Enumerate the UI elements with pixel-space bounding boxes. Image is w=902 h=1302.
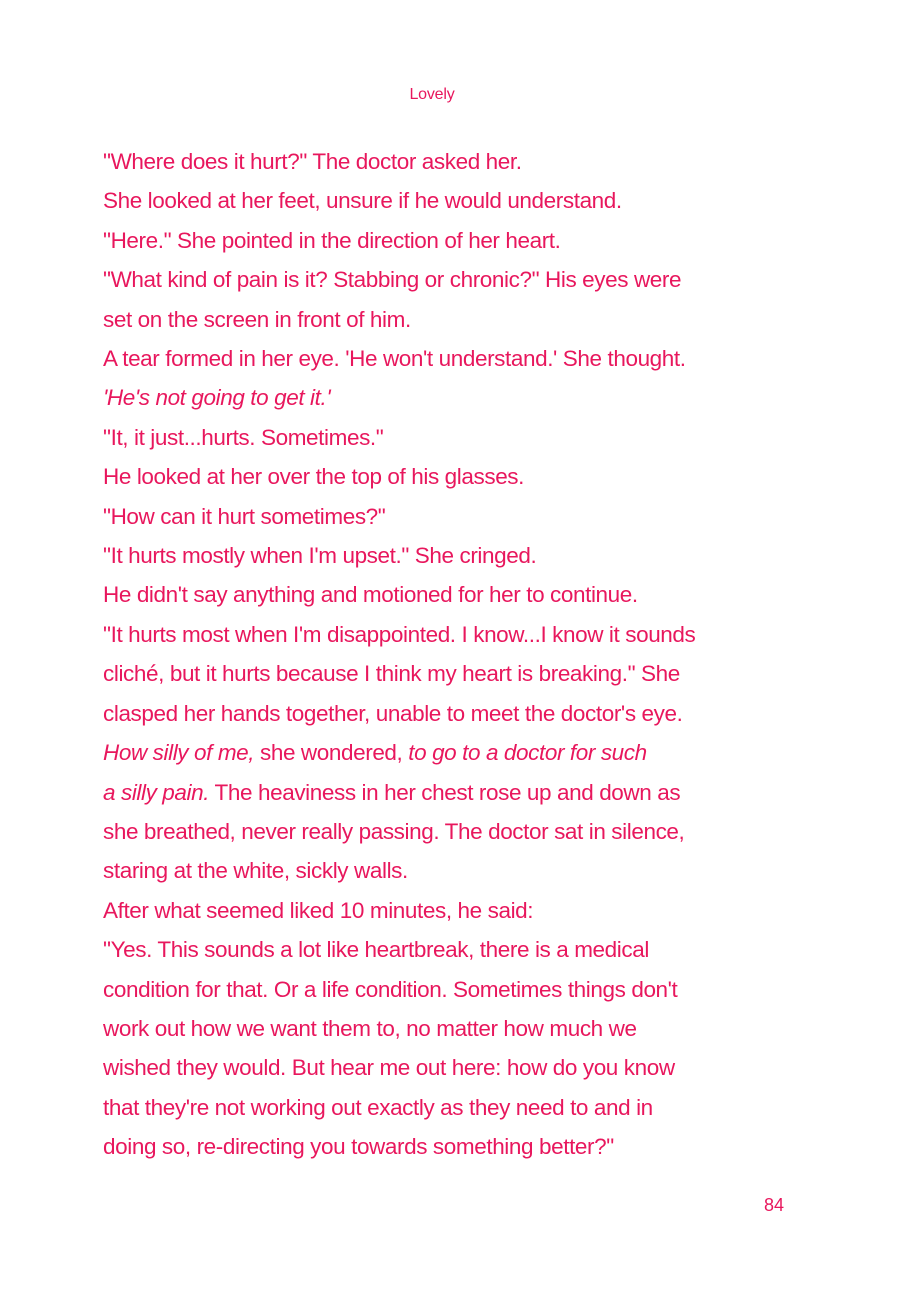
italic-text-segment: 'He's not going to get it.' <box>103 385 331 411</box>
text-segment: staring at the white, sickly walls. <box>103 858 408 884</box>
text-segment: she wondered, <box>254 740 409 766</box>
text-line <box>103 575 783 614</box>
text-line <box>103 891 783 930</box>
text-line <box>103 300 783 339</box>
text-segment: work out how we want them to, no matter how much we <box>103 1015 637 1041</box>
text-line <box>103 457 783 496</box>
text-line <box>103 654 783 693</box>
text-line <box>103 497 783 536</box>
text-segment: "How can it hurt sometimes?" <box>103 503 386 529</box>
text-line <box>103 773 783 812</box>
text-segment: "Where does it hurt?" The doctor asked her. <box>103 149 522 174</box>
text-line <box>103 339 783 378</box>
text-line <box>103 694 783 733</box>
page-number: 84 <box>763 1195 784 1215</box>
text-line <box>103 733 783 772</box>
italic-text-segment: to go to a doctor for such <box>408 740 647 766</box>
text-segment: He didn't say anything and motioned for her to continue. <box>103 582 638 608</box>
body-text <box>103 142 783 1167</box>
text-segment: condition for that. Or a life condition. Sometimes things don't <box>103 976 678 1002</box>
text-line <box>103 142 783 181</box>
text-line <box>103 615 783 654</box>
text-segment: A tear formed in her eye. 'He won't understand.' She thought. <box>103 346 686 372</box>
text-segment: "Here." She pointed in the direction of her heart. <box>103 227 561 253</box>
text-segment: wished they would. But hear me out here: how do you know <box>103 1055 675 1081</box>
text-line <box>103 378 783 417</box>
text-line <box>103 1127 783 1166</box>
text-segment: "What kind of pain is it? Stabbing or chronic?" His eyes were <box>103 267 682 293</box>
text-segment: "It, it just...hurts. Sometimes." <box>103 424 384 450</box>
text-line <box>103 260 783 299</box>
text-line <box>103 930 783 969</box>
text-segment: she breathed, never really passing. The doctor sat in silence, <box>103 818 685 844</box>
text-segment: "It hurts mostly when I'm upset." She cringed. <box>103 543 537 569</box>
text-line <box>103 181 783 220</box>
text-line <box>103 851 783 890</box>
text-line <box>103 1009 783 1048</box>
text-line <box>103 536 783 575</box>
text-segment: He looked at her over the top of his glasses. <box>103 464 525 490</box>
text-segment: doing so, re-directing you towards something better?" <box>103 1134 614 1160</box>
text-segment: The heaviness in her chest rose up and down as <box>209 779 681 805</box>
text-line <box>103 221 783 260</box>
text-line <box>103 1048 783 1087</box>
text-segment: "Yes. This sounds a lot like heartbreak, there is a medical <box>103 937 649 963</box>
text-segment: clasped her hands together, unable to meet the doctor's eye. <box>103 700 683 726</box>
text-segment: After what seemed liked 10 minutes, he said: <box>103 897 534 923</box>
text-segment: cliché, but it hurts because I think my heart is breaking." She <box>103 661 680 687</box>
running-header: Lovely <box>409 86 455 103</box>
text-segment: She looked at her feet, unsure if he would understand. <box>103 188 622 214</box>
text-line <box>103 970 783 1009</box>
italic-text-segment: How silly of me, <box>103 740 255 766</box>
text-line <box>103 1088 783 1127</box>
text-segment: that they're not working out exactly as they need to and in <box>103 1094 653 1120</box>
text-segment: "It hurts most when I'm disappointed. I know...I know it sounds <box>103 621 696 647</box>
text-line <box>103 418 783 457</box>
italic-text-segment: a silly pain. <box>103 779 210 805</box>
text-segment: set on the screen in front of him. <box>103 306 411 332</box>
text-line <box>103 812 783 851</box>
